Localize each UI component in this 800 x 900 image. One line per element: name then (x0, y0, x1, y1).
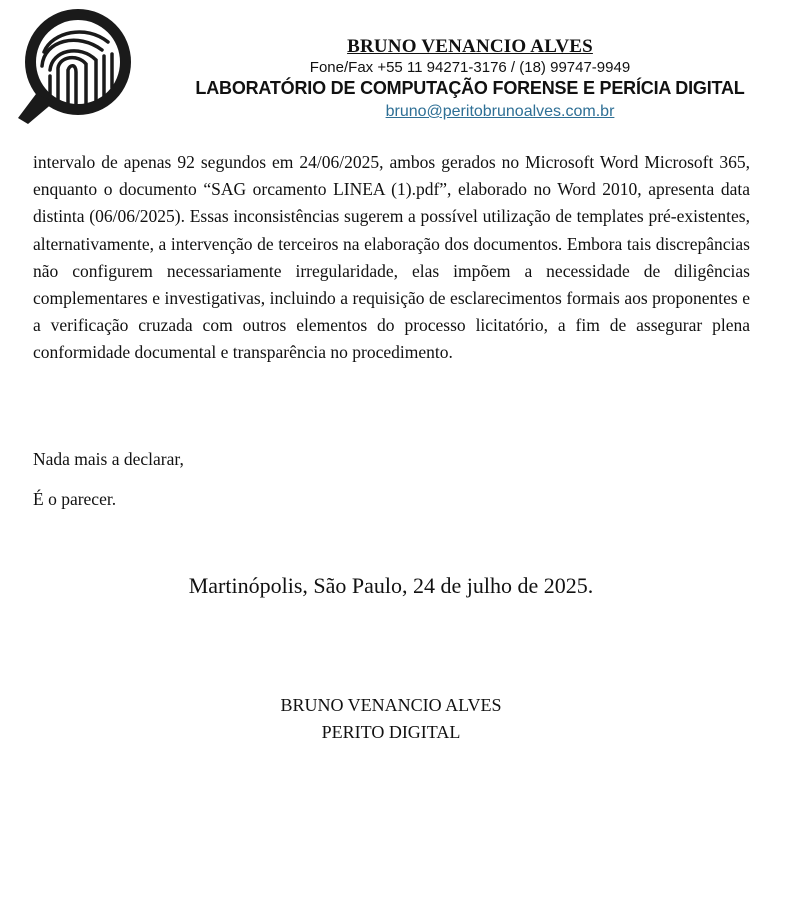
closing-line-2: É o parecer. (33, 489, 117, 509)
body-paragraph: intervalo de apenas 92 segundos em 24/06/2025, ambos gerados no Microsoft Word Microsoft 365, enquanto o documento “SAG orcamento LINEA (1).pdf”, elaborado no Word 2010, apresenta data distinta (06/06/2025). Essas inconsistências sugerem a possível utilização de templates pré-existentes, alternativamente, a intervenção de terceiros na elaboração dos documentos. Embora tais discrepâncias não configurem necessariamente irregularidade, elas impõem a necessidade de diligências complementares e investigativas, incluindo a requisição de esclarecimentos formais aos proponentes e a verificação cruzada com outros elementos do processo licitatório, a fim de assegurar plena conformidade documental e transparência no procedimento. (33, 152, 750, 363)
header-name: BRUNO VENANCIO ALVES (347, 36, 593, 57)
place-date: Martinópolis, São Paulo, 24 de julho de 2025. (188, 573, 594, 598)
header-lab-name: LABORATÓRIO DE COMPUTAÇÃO FORENSE E PERÍCIA DIGITAL (195, 78, 745, 98)
closing-line-1: Nada mais a declarar, (33, 449, 184, 469)
fingerprint-magnifier-logo (16, 6, 132, 126)
header-email-link[interactable]: bruno@peritobrunoalves.com.br (385, 103, 615, 120)
signature-name: BRUNO VENANCIO ALVES (280, 695, 502, 715)
header-phone: Fone/Fax +55 11 94271-3176 / (18) 99747-9949 (309, 59, 631, 76)
signature-title: PERITO DIGITAL (321, 722, 461, 742)
